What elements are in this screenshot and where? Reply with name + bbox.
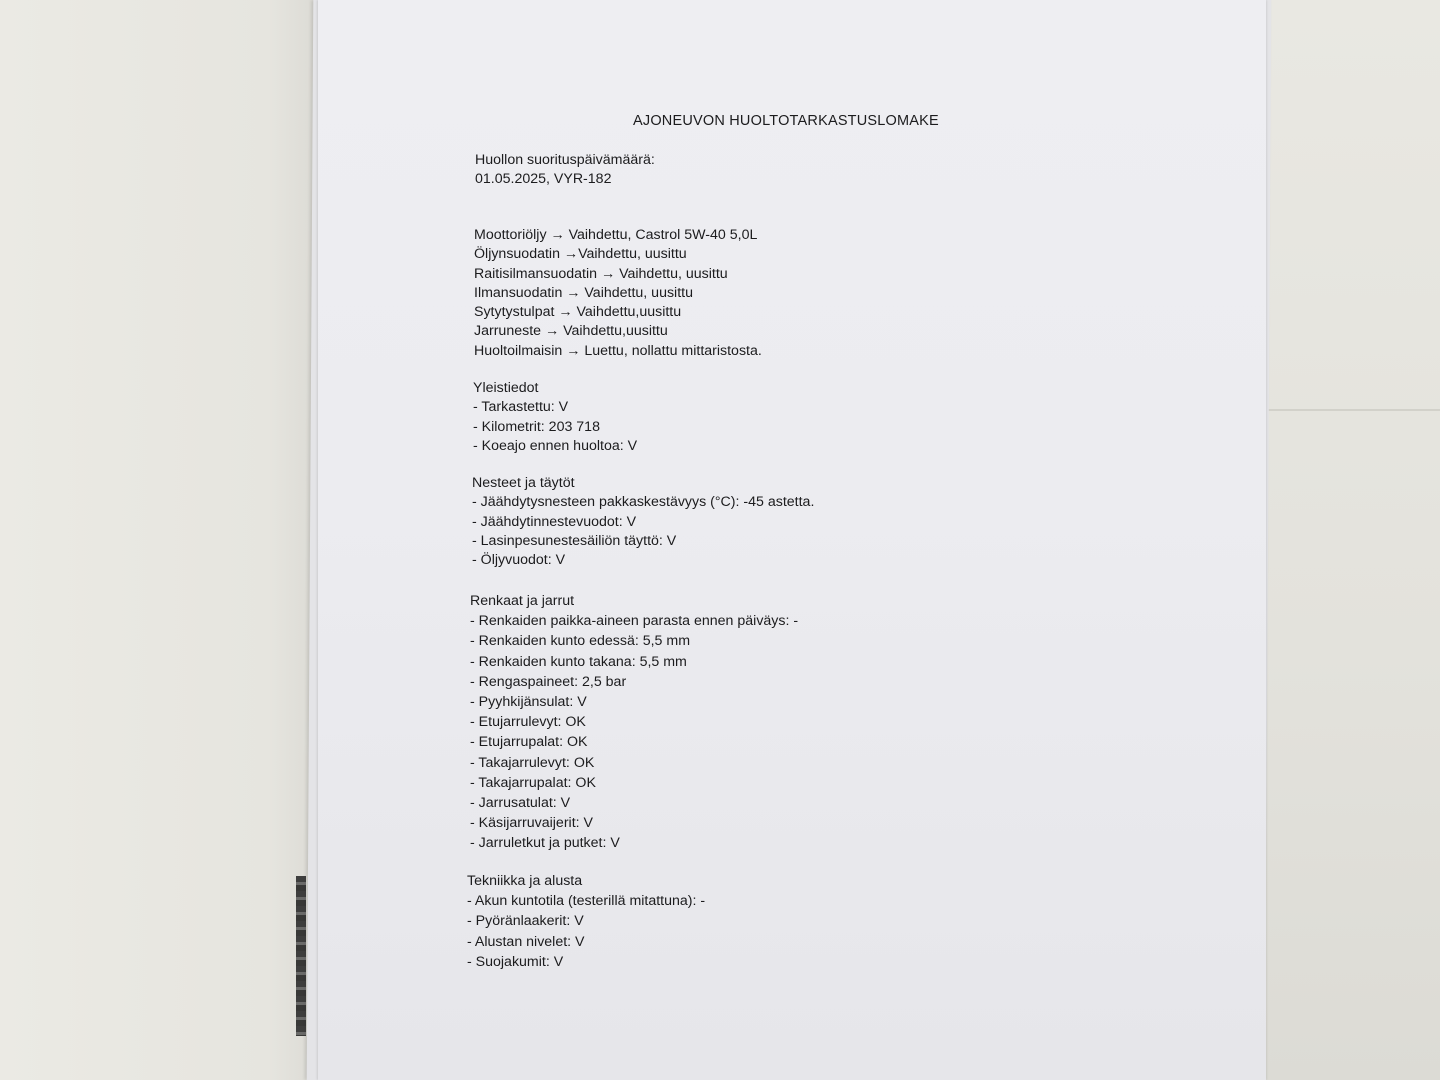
section-heading: Tekniikka ja alusta: [467, 873, 583, 889]
check-item: - Suojakumit: V: [467, 953, 564, 970]
check-item: - Takajarrulevyt: OK: [470, 754, 595, 771]
service-item: Öljynsuodatin →Vaihdettu, uusittu: [474, 246, 687, 263]
check-item: - Lasinpesunestesäiliön täyttö: V: [472, 532, 677, 549]
service-item: Moottoriöljy → Vaihdettu, Castrol 5W-40 5,0L: [474, 227, 758, 243]
service-item: Jarruneste → Vaihdettu,uusittu: [474, 323, 668, 340]
check-item: - Kilometrit: 203 718: [473, 418, 600, 435]
service-item: Sytytystulpat → Vaihdettu,uusittu: [474, 304, 682, 321]
check-item: - Jarrusatulat: V: [470, 794, 571, 811]
service-date-block: [475, 151, 655, 190]
check-item: - Pyyhkijänsulat: V: [470, 693, 587, 710]
check-item: - Rengaspaineet: 2,5 bar: [470, 673, 627, 690]
check-item: - Renkaiden kunto takana: 5,5 mm: [470, 653, 687, 670]
section-tires-brakes: [470, 591, 798, 853]
service-item: Raitisilmansuodatin → Vaihdettu, uusittu: [474, 265, 728, 282]
section-heading: Renkaat ja jarrut: [470, 593, 575, 609]
check-item: - Alustan nivelet: V: [467, 933, 585, 950]
section-general: [473, 379, 637, 456]
section-heading: Nesteet ja täytöt: [472, 475, 575, 491]
check-item: - Etujarrupalat: OK: [470, 734, 588, 751]
form-title: AJONEUVON HUOLTOTARKASTUSLOMAKE: [633, 113, 939, 129]
check-item: - Jäähdytinnestevuodot: V: [472, 513, 637, 530]
service-date-value: 01.05.2025, VYR-182: [475, 171, 612, 188]
check-item: - Öljyvuodot: V: [472, 552, 566, 569]
service-item: Ilmansuodatin → Vaihdettu, uusittu: [474, 284, 693, 301]
section-fluids: [472, 474, 814, 570]
check-item: - Pyöränlaakerit: V: [467, 913, 584, 930]
section-heading: Yleistiedot: [473, 380, 539, 396]
check-item: - Renkaiden kunto edessä: 5,5 mm: [470, 633, 691, 650]
check-item: - Jarruletkut ja putket: V: [470, 835, 620, 852]
check-item: - Akun kuntotila (testerillä mitattuna): -: [467, 893, 706, 910]
check-item: - Etujarrulevyt: OK: [470, 714, 586, 731]
check-item: - Takajarrupalat: OK: [470, 774, 596, 791]
check-item: - Tarkastettu: V: [473, 399, 569, 416]
check-item: - Käsijarruvaijerit: V: [470, 815, 593, 832]
service-item: Huoltoilmaisin → Luettu, nollattu mittaristosta.: [474, 342, 762, 359]
check-item: - Koeajo ennen huoltoa: V: [473, 437, 638, 454]
section-tech-chassis: [467, 871, 705, 972]
check-item: - Jäähdytysnesteen pakkaskestävyys (°C): -45 astetta.: [472, 494, 815, 511]
service-date-label: Huollon suorituspäivämäärä:: [475, 152, 655, 168]
service-items-list: [474, 226, 762, 361]
check-item: - Renkaiden paikka-aineen parasta ennen päiväys: -: [470, 613, 799, 630]
